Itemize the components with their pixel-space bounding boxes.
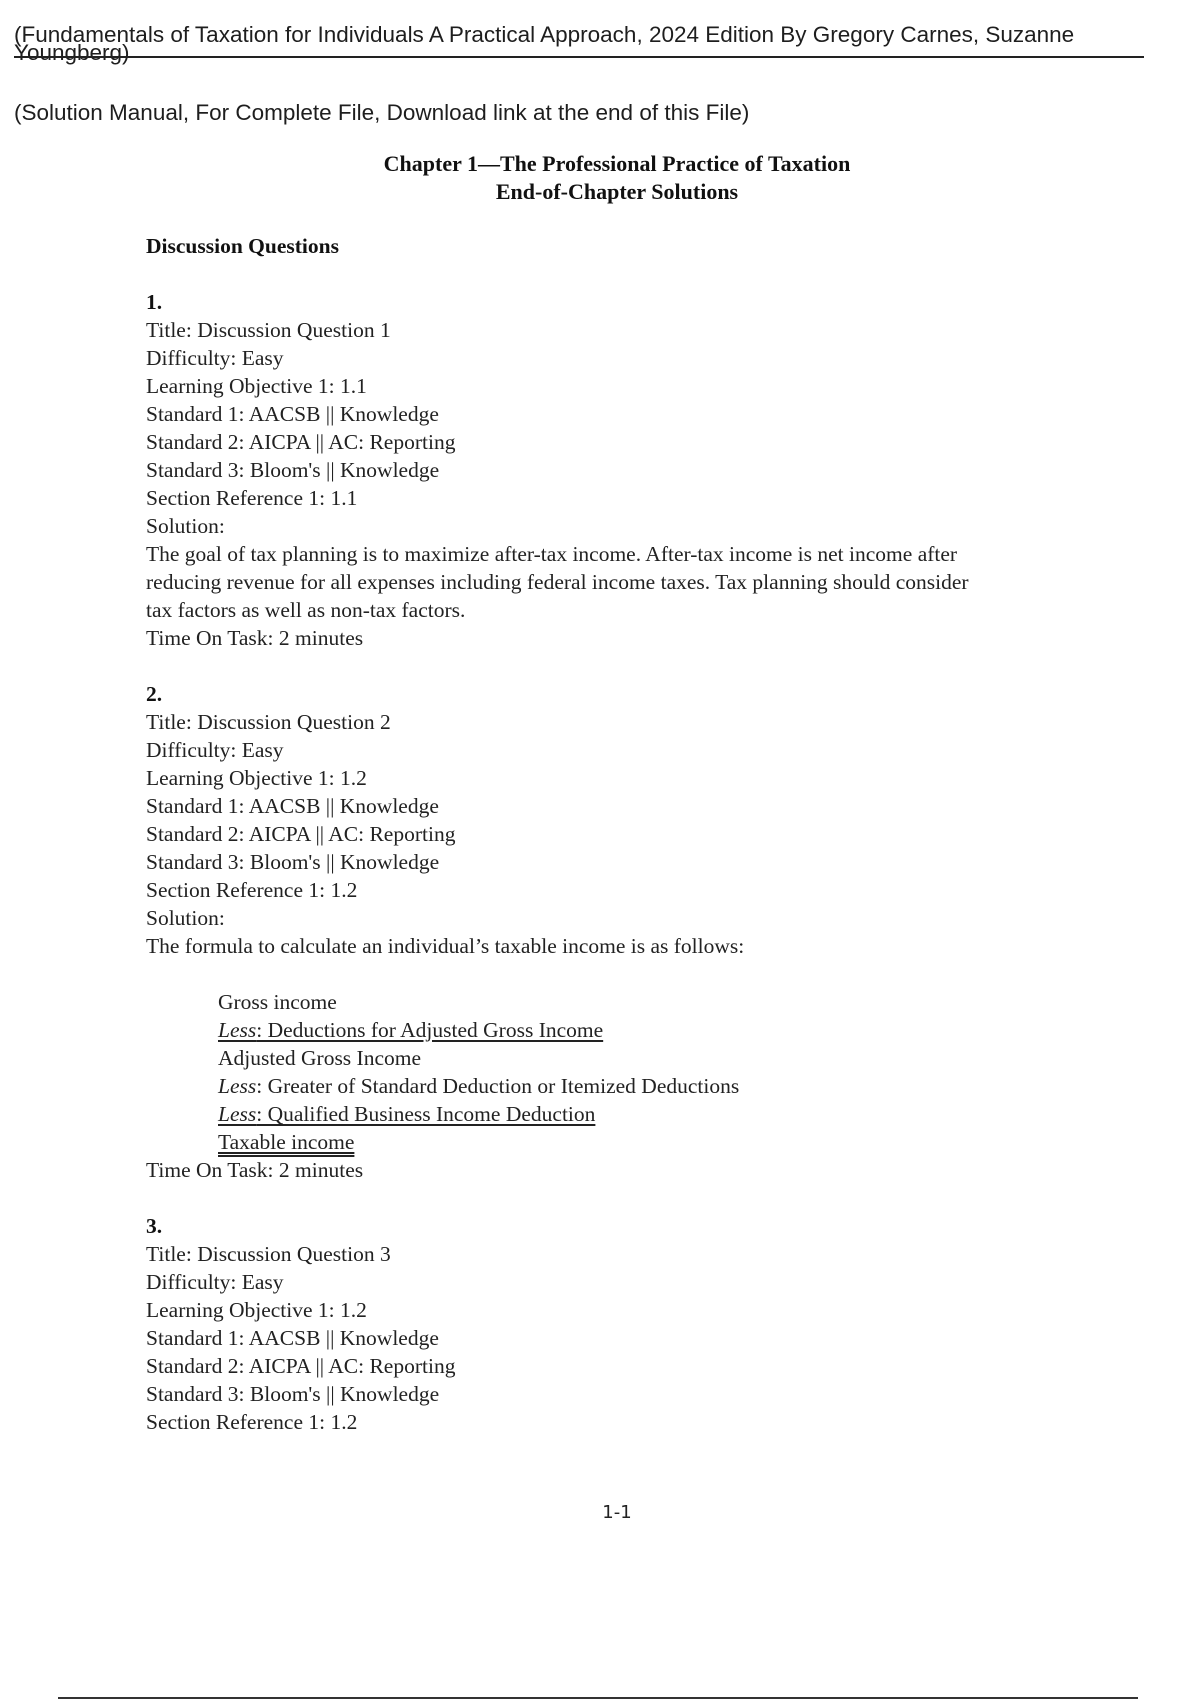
chapter-subtitle: End-of-Chapter Solutions [495, 179, 739, 204]
section-reference: Section Reference 1: 1.1 [146, 486, 358, 510]
section-reference: Section Reference 1: 1.2 [146, 878, 358, 902]
standard-2: Standard 2: AICPA || AC: Reporting [146, 430, 456, 454]
formula-qbi [218, 1100, 1086, 1128]
less-label: Less [218, 1074, 257, 1098]
formula-greater-of [218, 1072, 1086, 1100]
question-title: Title: Discussion Question 3 [146, 1242, 391, 1266]
formula-qbi-text: : Qualified Business Income Deduction [256, 1102, 596, 1126]
header-line-2: (Solution Manual, For Complete File, Download link at the end of this File) [14, 100, 750, 125]
standard-1: Standard 1: AACSB || Knowledge [146, 402, 439, 426]
question-3 [146, 1212, 1086, 1436]
formula-agi: Adjusted Gross Income [218, 1046, 422, 1070]
time-on-task: Time On Task: 2 minutes [146, 626, 364, 650]
formula-taxable-income-text: Taxable income [218, 1130, 355, 1154]
solution-label: Solution: [146, 906, 225, 930]
standard-3: Standard 3: Bloom's || Knowledge [146, 1382, 440, 1406]
question-difficulty: Difficulty: Easy [146, 1270, 284, 1294]
formula-taxable-income [218, 1128, 1086, 1156]
learning-objective: Learning Objective 1: 1.2 [146, 766, 367, 790]
standard-2: Standard 2: AICPA || AC: Reporting [146, 822, 456, 846]
header-title-text-cont: Youngberg) [14, 40, 130, 65]
standard-3: Standard 3: Bloom's || Knowledge [146, 850, 440, 874]
solution-label: Solution: [146, 514, 225, 538]
section-reference: Section Reference 1: 1.2 [146, 1410, 358, 1434]
question-2 [146, 680, 1086, 1184]
document-body [146, 232, 1086, 1464]
solution-text-line-2: reducing revenue for all expenses including federal income taxes. Tax planning should consider [146, 570, 969, 594]
page-number: 1-1 [602, 1502, 632, 1523]
standard-2: Standard 2: AICPA || AC: Reporting [146, 1354, 456, 1378]
formula-greater-of-text: : Greater of Standard Deduction or Itemized Deductions [256, 1074, 740, 1098]
question-difficulty: Difficulty: Easy [146, 738, 284, 762]
less-label: Less [218, 1102, 257, 1126]
header-rule [14, 56, 1144, 58]
formula-gross-income: Gross income [218, 990, 337, 1014]
solution-text-line-1: The goal of tax planning is to maximize after-tax income. After-tax income is net income after [146, 542, 958, 566]
solution-intro: The formula to calculate an individual’s taxable income is as follows: [146, 934, 745, 958]
taxable-income-formula [218, 988, 1086, 1156]
question-title: Title: Discussion Question 2 [146, 710, 391, 734]
formula-deductions-agi [218, 1016, 1086, 1044]
standard-3: Standard 3: Bloom's || Knowledge [146, 458, 440, 482]
chapter-title: Chapter 1—The Professional Practice of Taxation [383, 151, 851, 176]
solution-text-line-3: tax factors as well as non-tax factors. [146, 598, 466, 622]
standard-1: Standard 1: AACSB || Knowledge [146, 1326, 439, 1350]
question-number: 1. [146, 290, 163, 314]
question-title: Title: Discussion Question 1 [146, 318, 391, 342]
header-title-text: (Fundamentals of Taxation for Individuals A Practical Approach, 2024 Edition By Gregory Carnes, Suzanne [14, 22, 1075, 47]
footer-rule [58, 1697, 1138, 1699]
learning-objective: Learning Objective 1: 1.2 [146, 1298, 367, 1322]
question-1 [146, 288, 1086, 652]
less-label: Less [218, 1018, 257, 1042]
section-title: Discussion Questions [146, 234, 339, 258]
question-number: 3. [146, 1214, 163, 1238]
standard-1: Standard 1: AACSB || Knowledge [146, 794, 439, 818]
time-on-task: Time On Task: 2 minutes [146, 1158, 364, 1182]
learning-objective: Learning Objective 1: 1.1 [146, 374, 367, 398]
question-number: 2. [146, 682, 163, 706]
formula-deductions-agi-text: : Deductions for Adjusted Gross Income [256, 1018, 604, 1042]
question-difficulty: Difficulty: Easy [146, 346, 284, 370]
